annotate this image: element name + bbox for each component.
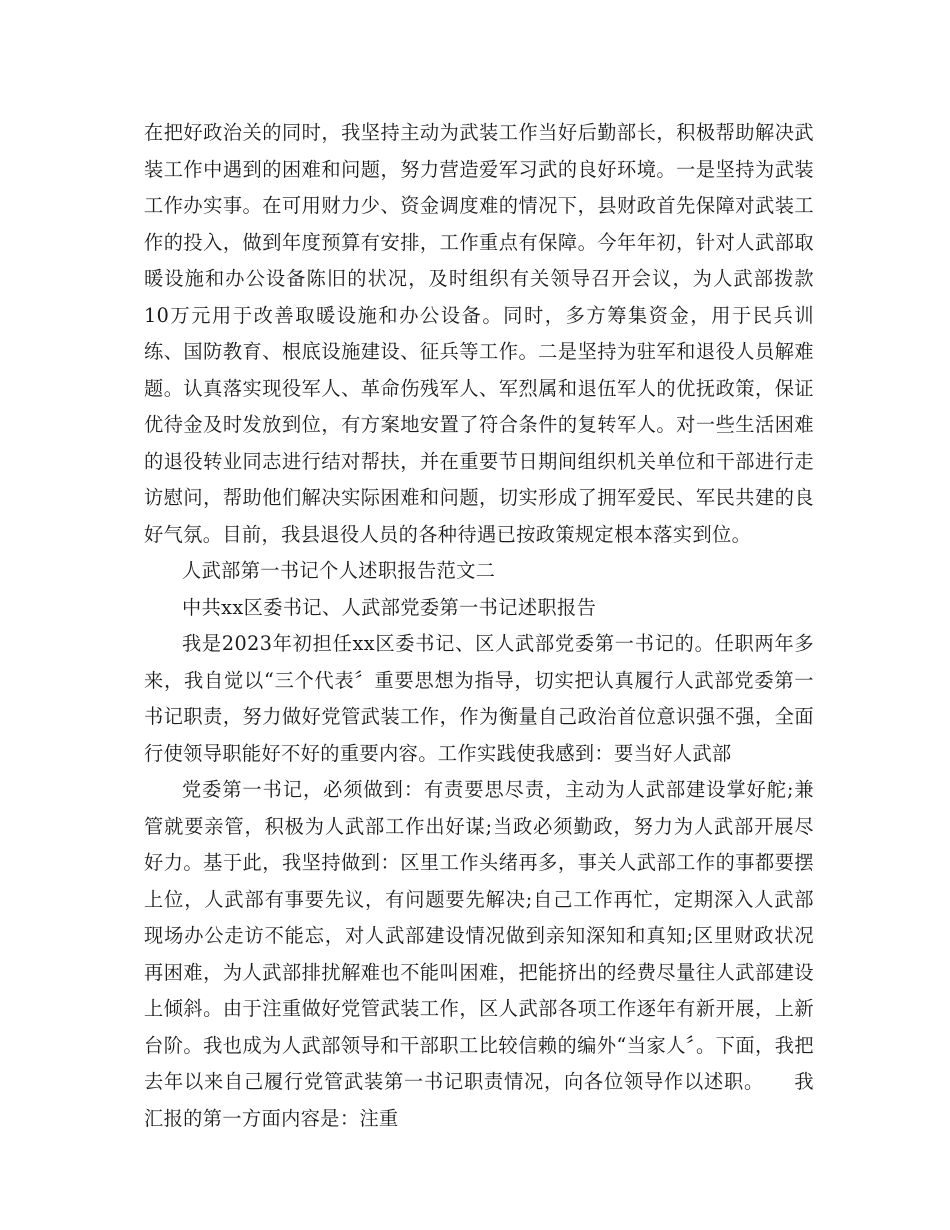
paragraph-responsibilities: 党委第一书记，必须做到：有责要思尽责，主动为人武部建设掌好舵;兼管就要亲管，积极为人武部工作出好谋;当政必须勤政，努力为人武部开展尽好力。基于此，我坚持做到：区里工作头绪再多，事关人武部工作的事都要摆上位，人武部有事要先议，有问题要先解决;自己工作再忙，定期深入人武部现场办公走访不能忘，对人武部建设情况做到亲知深知和真知;区里财政状况再困难，为人武部排扰解难也不能叫困难，把能挤出的经费尽量往人武部建设上倾斜。由于注重做好党管武装工作，区人武部各项工作逐年有新开展，上新台阶。我也成为人武部领导和干部职工比较信赖的编外“当家人〞。下面，我把去年以来自己履行党管武装第一书记职责情况，向各位领导作以述职。 我汇报的第一方面内容是：注重: [144, 778, 814, 1130]
paragraph-introduction: 我是2023年初担任xx区委书记、区人武部党委第一书记的。任职两年多来，我自觉以“三个代表〞重要思想为指导，切实把认真履行人武部党委第一书记职责，努力做好党管武装工作，作为衡量自己政治首位意识强不强，全面行使领导职能好不好的重要内容。工作实践使我感到：要当好人武部: [144, 632, 814, 765]
section-title: 人武部第一书记个人述职报告范文二: [182, 559, 496, 582]
paragraph-support-work: 在把好政治关的同时，我坚持主动为武装工作当好后勤部长，积极帮助解决武装工作中遇到的困难和问题，努力营造爱军习武的良好环境。一是坚持为武装工作办实事。在可用财力少、资金调度难的情况下，县财政首先保障对武装工作的投入，做到年度预算有安排，工作重点有保障。今年年初，针对人武部取暖设施和办公设备陈旧的状况，及时组织有关领导召开会议，为人武部拨款10万元用于改善取暖设施和办公设备。同时，多方筹集资金，用于民兵训练、国防教育、根底设施建设、征兵等工作。二是坚持为驻军和退役人员解难题。认真落实现役军人、革命伤残军人、军烈属和退伍军人的优抚政策，保证优待金及时发放到位，有方案地安置了符合条件的复转军人。对一些生活困难的退役转业同志进行结对帮扶，并在重要节日期间组织机关单位和干部进行走访慰问，帮助他们解决实际困难和问题，切实形成了拥军爱民、军民共建的良好气氛。目前，我县退役人员的各种待遇已按政策规定根本落实到位。: [144, 121, 814, 546]
document-body: [144, 115, 814, 1137]
report-subtitle: 中共xx区委书记、人武部党委第一书记述职报告: [182, 595, 597, 619]
